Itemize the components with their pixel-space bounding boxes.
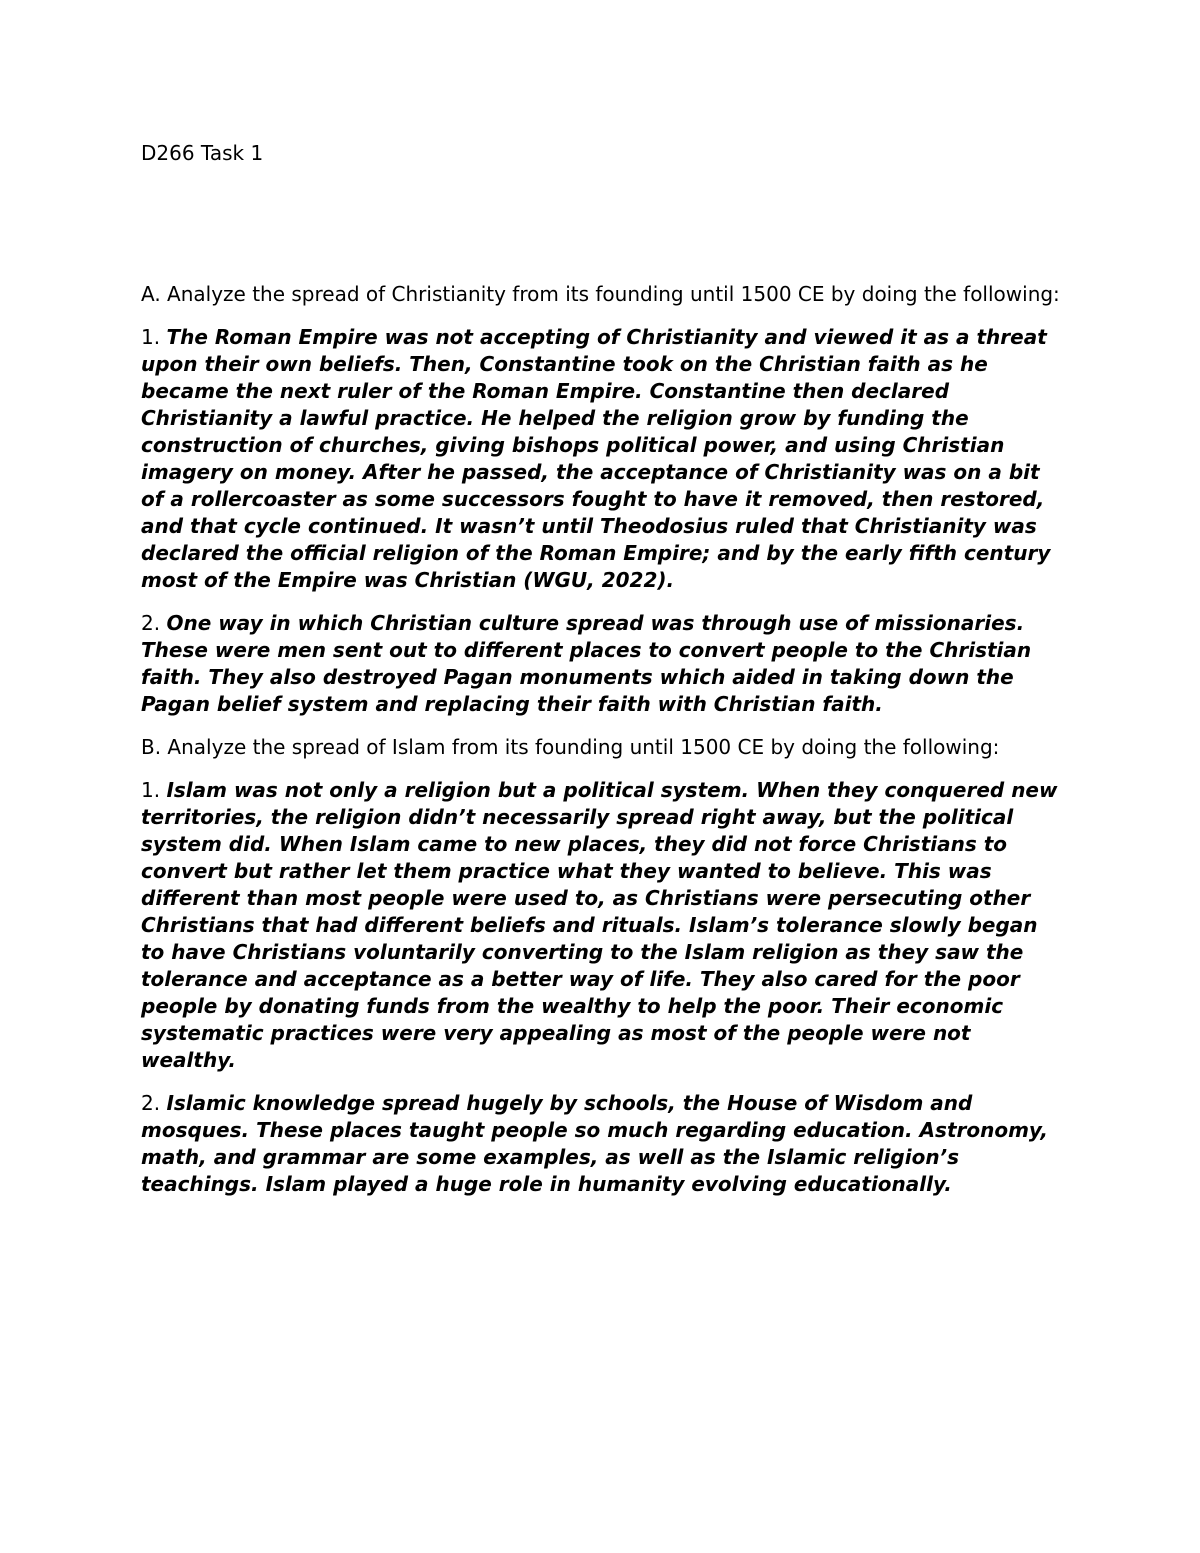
section-b-answer-1 — [141, 777, 1061, 1074]
answer-number: 1. — [141, 778, 167, 802]
document-page — [141, 140, 1061, 1198]
section-b-heading: B. Analyze the spread of Islam from its founding until 1500 CE by doing the following: — [141, 735, 1000, 759]
document-title: D266 Task 1 — [141, 141, 264, 165]
answer-number: 2. — [141, 1091, 167, 1115]
section-a-answer-1 — [141, 324, 1061, 594]
section-b-answer-2 — [141, 1090, 1061, 1198]
section-a-answer-2 — [141, 610, 1061, 718]
answer-text: Islam was not only a religion but a political system. When they conquered new territories, the religion didn’t necessarily spread right away, but the political system did. When Islam came to new places, they did not force Christians to convert but rather let them practice what they wanted to believe. This was different than most people were used to, as Christians were persecuting other Christians that had different beliefs and rituals. Islam’s tolerance slowly began to have Christians voluntarily converting to the Islam religion as they saw the tolerance and acceptance as a better way of life. They also cared for the poor people by donating funds from the wealthy to help the poor. Their economic systematic practices were very appealing as most of the people were not wealthy. — [141, 778, 1058, 1072]
answer-text: Islamic knowledge spread hugely by schools, the House of Wisdom and mosques. These places taught people so much regarding education. Astronomy, math, and grammar are some examples, as well as the Islamic religion’s teachings. Islam played a huge role in humanity evolving educationally. — [141, 1091, 1049, 1196]
answer-number: 1. — [141, 325, 167, 349]
section-a-heading: A. Analyze the spread of Christianity from its founding until 1500 CE by doing the following: — [141, 282, 1060, 306]
answer-text: The Roman Empire was not accepting of Christianity and viewed it as a threat upon their own beliefs. Then, Constantine took on the Christian faith as he became the next ruler of the Roman Empire. Constantine then declared Christianity a lawful practice. He helped the religion grow by funding the construction of churches, giving bishops political power, and using Christian imagery on money. After he passed, the acceptance of Christianity was on a bit of a rollercoaster as some successors fought to have it removed, then restored, and that cycle continued. It wasn’t until Theodosius ruled that Christianity was declared the official religion of the Roman Empire; and by the early fifth century most of the Empire was Christian (WGU, 2022). — [141, 325, 1051, 592]
answer-number: 2. — [141, 611, 167, 635]
answer-text: One way in which Christian culture spread was through use of missionaries. These were men sent out to different places to convert people to the Christian faith. They also destroyed Pagan monuments which aided in taking down the Pagan belief system and replacing their faith with Christian faith. — [141, 611, 1032, 716]
